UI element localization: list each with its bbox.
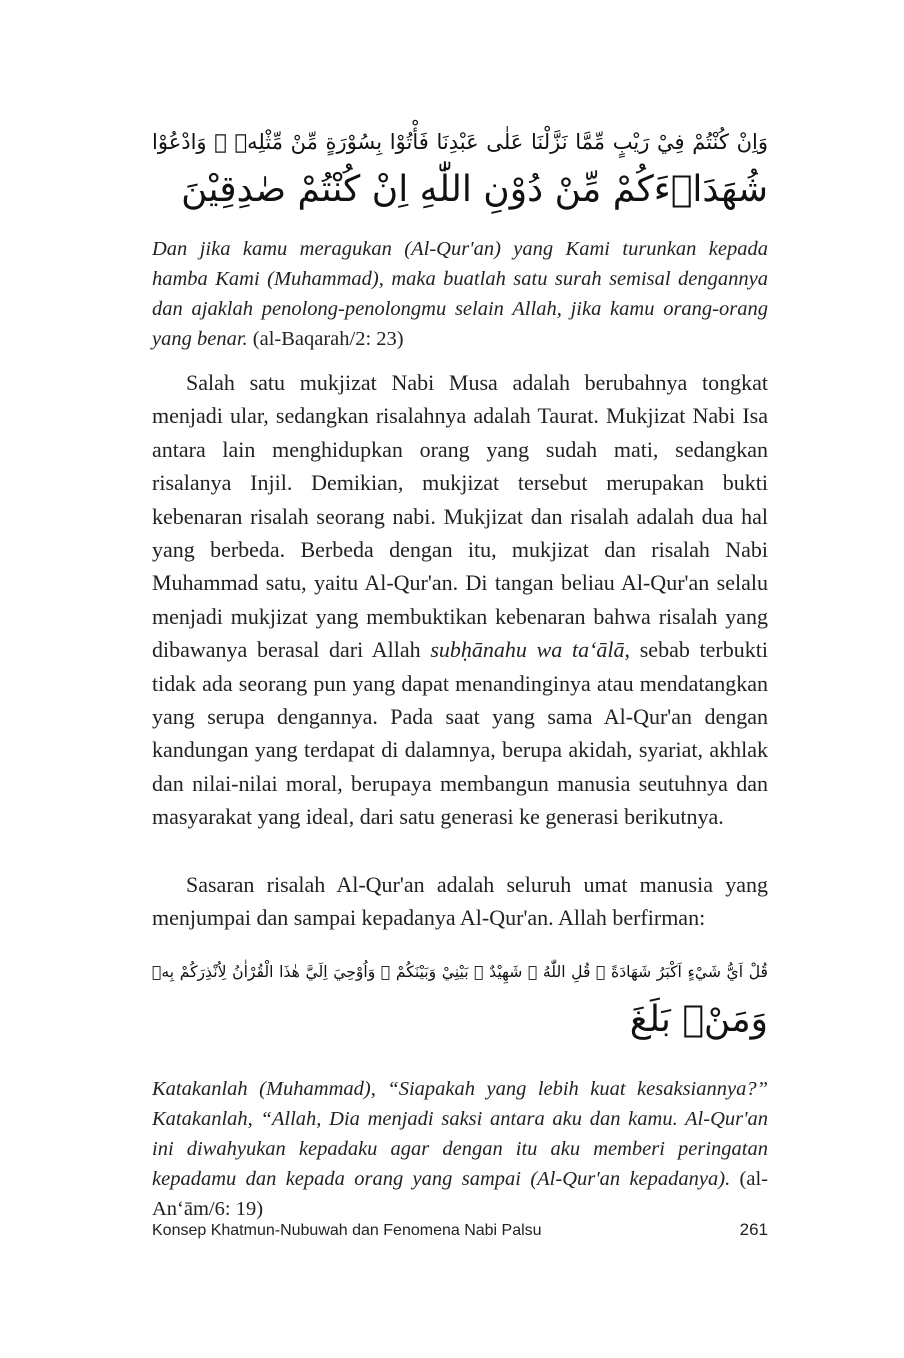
verse-translation xyxy=(152,1074,768,1224)
body-paragraph xyxy=(152,366,768,834)
translation-text: Dan jika kamu meragukan (Al-Qur'an) yang Kami turunkan kepada hamba Kami (Muhammad), maka buatlah satu surah semisal dengannya dan ajaklah penolong-penolongmu selain Allah, jika kamu orang-orang yang benar. xyxy=(152,238,768,350)
quran-verse-baqarah-23 xyxy=(152,118,768,214)
verse-reference: (al-An‘ām/6: 19) xyxy=(152,1168,768,1220)
running-title: Konsep Khatmun-Nubuwah dan Fenomena Nabi Palsu xyxy=(152,1222,542,1239)
paragraph-text: Salah satu mukjizat Nabi Musa adalah berubahnya tongkat menjadi ular, sedangkan risalahnya adalah Taurat. Mukjizat Nabi Isa antara lain menghidupkan orang yang sudah mati, sedangkan risalanya Injil. Demikian, mukjizat tersebut merupakan bukti kebenaran risalah seorang nabi. Mukjizat dan risalah adalah dua hal yang berbeda. Berbeda dengan itu, mukjizat dan risalah Nabi Muhammad satu, yaitu Al-Qur'an. Di tangan beliau Al-Qur'an selalu menjadi mukjizat yang membuktikan kebenaran bahwa risalah yang dibawanya berasal dari Allah xyxy=(152,370,768,663)
verse-translation xyxy=(152,234,768,354)
paragraph-italic: subḥānahu wa ta‘ālā xyxy=(430,637,625,663)
arabic-line: وَاِنْ كُنْتُمْ فِيْ رَيْبٍ مِّمَّا نَزَّلْنَا عَلٰى عَبْدِنَا فَأْتُوْا بِسُوْرَةٍ مِّنْ مِّثْلِهٖ ۖ وَادْعُوْا xyxy=(152,129,768,154)
paragraph-text-cont: , sebab terbukti tidak ada seorang pun yang dapat menandinginya atau mendatangkan yang serupa dengannya. Pada saat yang sama Al-Qur'an dengan kandungan yang terdapat di dalamnya, berupa akidah, syariat, akhlak dan nilai-nilai moral, berupaya membangun manusia seutuhnya dan masyarakat yang ideal, dari satu generasi ke generasi berikutnya. xyxy=(152,637,768,830)
verse-reference: (al-Baqarah/2: 23) xyxy=(252,328,404,350)
arabic-line: وَمَنْۢ بَلَغَ xyxy=(629,999,768,1040)
arabic-line: شُهَدَاۤءَكُمْ مِّنْ دُوْنِ اللّٰهِ اِنْ كُنْتُمْ صٰدِقِيْنَ xyxy=(181,169,768,210)
arabic-line: قُلْ اَيُّ شَيْءٍ اَكْبَرُ شَهَادَةً ۗ قُلِ اللّٰهُ ۗ شَهِيْدٌ ۢ بَيْنِيْ وَبَيْنَكُمْ ۗ وَاُوْحِيَ اِلَيَّ هٰذَا الْقُرْاٰنُ لِاُنْذِرَكُمْ بِهٖ xyxy=(152,963,768,981)
body-paragraph xyxy=(152,868,768,935)
paragraph-text: Sasaran risalah Al-Qur'an adalah seluruh umat manusia yang menjumpai dan sampai kepadanya Al-Qur'an. Allah berfirman: xyxy=(152,872,768,931)
page-footer xyxy=(152,1220,768,1240)
quran-verse-anam-19 xyxy=(152,948,768,1044)
translation-text: Katakanlah (Muhammad), “Siapakah yang lebih kuat kesaksiannya?” Katakanlah, “Allah, Dia menjadi saksi antara aku dan kamu. Al-Qur'an ini diwahyukan kepadaku agar dengan itu aku memberi peringatan kepadamu dan kepada orang yang sampai (Al-Qur'an kepadanya). xyxy=(152,1078,768,1190)
page-number: 261 xyxy=(739,1220,768,1239)
